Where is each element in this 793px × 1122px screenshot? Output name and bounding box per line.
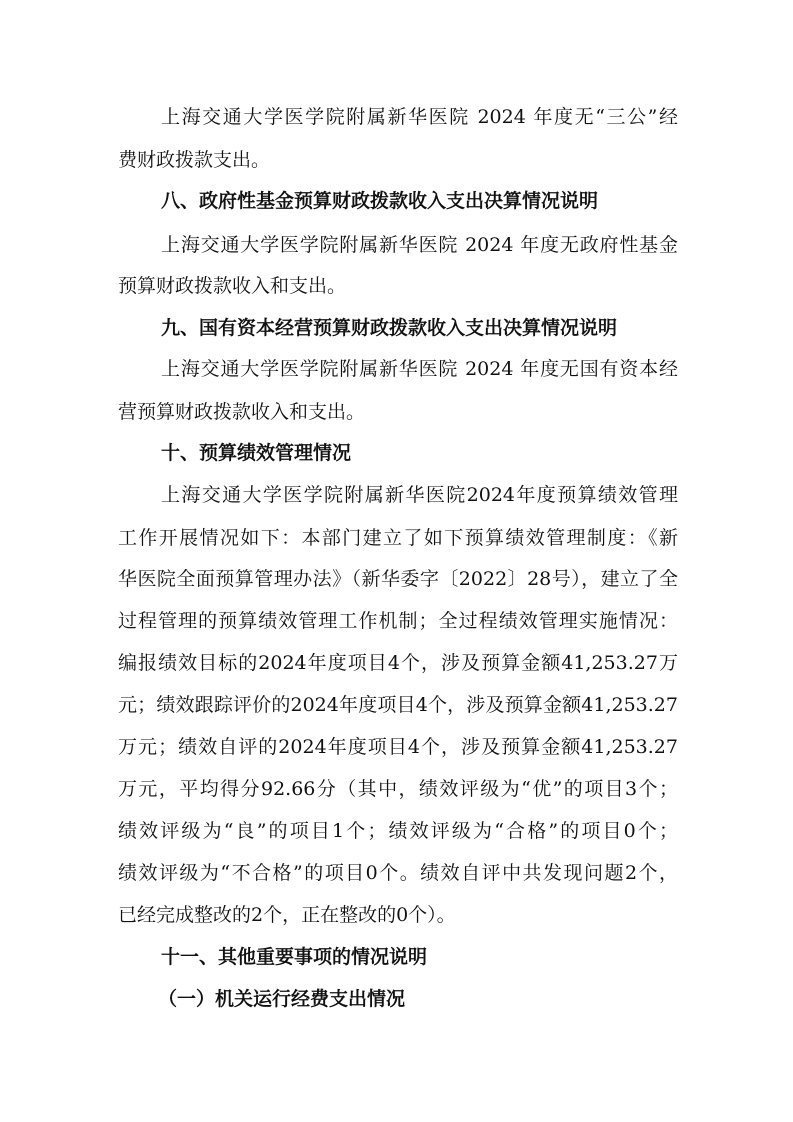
paragraph-line: 上海交通大学医学院附属新华医院 2024 年度无“三公”经: [161, 106, 678, 128]
paragraph-line: 上海交通大学医学院附属新华医院 2024 年度无政府性基金: [161, 234, 678, 256]
section-heading-10: 十、预算绩效管理情况: [161, 442, 352, 464]
section-heading-9: 九、国有资本经营预算财政拨款收入支出决算情况说明: [161, 317, 618, 339]
paragraph-line: 万元，平均得分92.66分（其中，绩效评级为“优”的项目3个；: [118, 778, 678, 800]
section-heading-11: 十一、其他重要事项的情况说明: [161, 946, 428, 968]
paragraph-line: 元；绩效跟踪评价的2024年度项目4个，涉及预算金额41,253.27: [118, 694, 678, 716]
paragraph-line: 预算财政拨款收入和支出。: [118, 275, 347, 297]
paragraph-line: 营预算财政拨款收入和支出。: [118, 401, 366, 423]
paragraph-line: 万元；绩效自评的2024年度项目4个，涉及预算金额41,253.27: [118, 736, 678, 758]
section-heading-8: 八、政府性基金预算财政拨款收入支出决算情况说明: [161, 190, 599, 212]
paragraph-line: 绩效评级为“良”的项目1个；绩效评级为“合格”的项目0个；: [118, 820, 678, 842]
paragraph-line: 费财政拨款支出。: [118, 149, 271, 171]
paragraph-line: 过程管理的预算绩效管理工作机制；全过程绩效管理实施情况：: [118, 610, 678, 632]
paragraph-line: 绩效评级为“不合格”的项目0个。绩效自评中共发现问题2个，: [118, 862, 678, 884]
paragraph-line: 上海交通大学医学院附属新华医院2024年度预算绩效管理: [161, 484, 678, 506]
paragraph-line: 工作开展情况如下：本部门建立了如下预算绩效管理制度：《新: [118, 527, 678, 549]
paragraph-line: 已经完成整改的2个，正在整改的0个）。: [118, 904, 456, 926]
paragraph-line: 上海交通大学医学院附属新华医院 2024 年度无国有资本经: [161, 358, 678, 380]
subsection-heading-11-1: （一）机关运行经费支出情况: [158, 988, 406, 1010]
paragraph-line: 编报绩效目标的2024年度项目4个，涉及预算金额41,253.27万: [118, 652, 678, 674]
paragraph-line: 华医院全面预算管理办法》（新华委字〔2022〕28号），建立了全: [118, 568, 678, 590]
